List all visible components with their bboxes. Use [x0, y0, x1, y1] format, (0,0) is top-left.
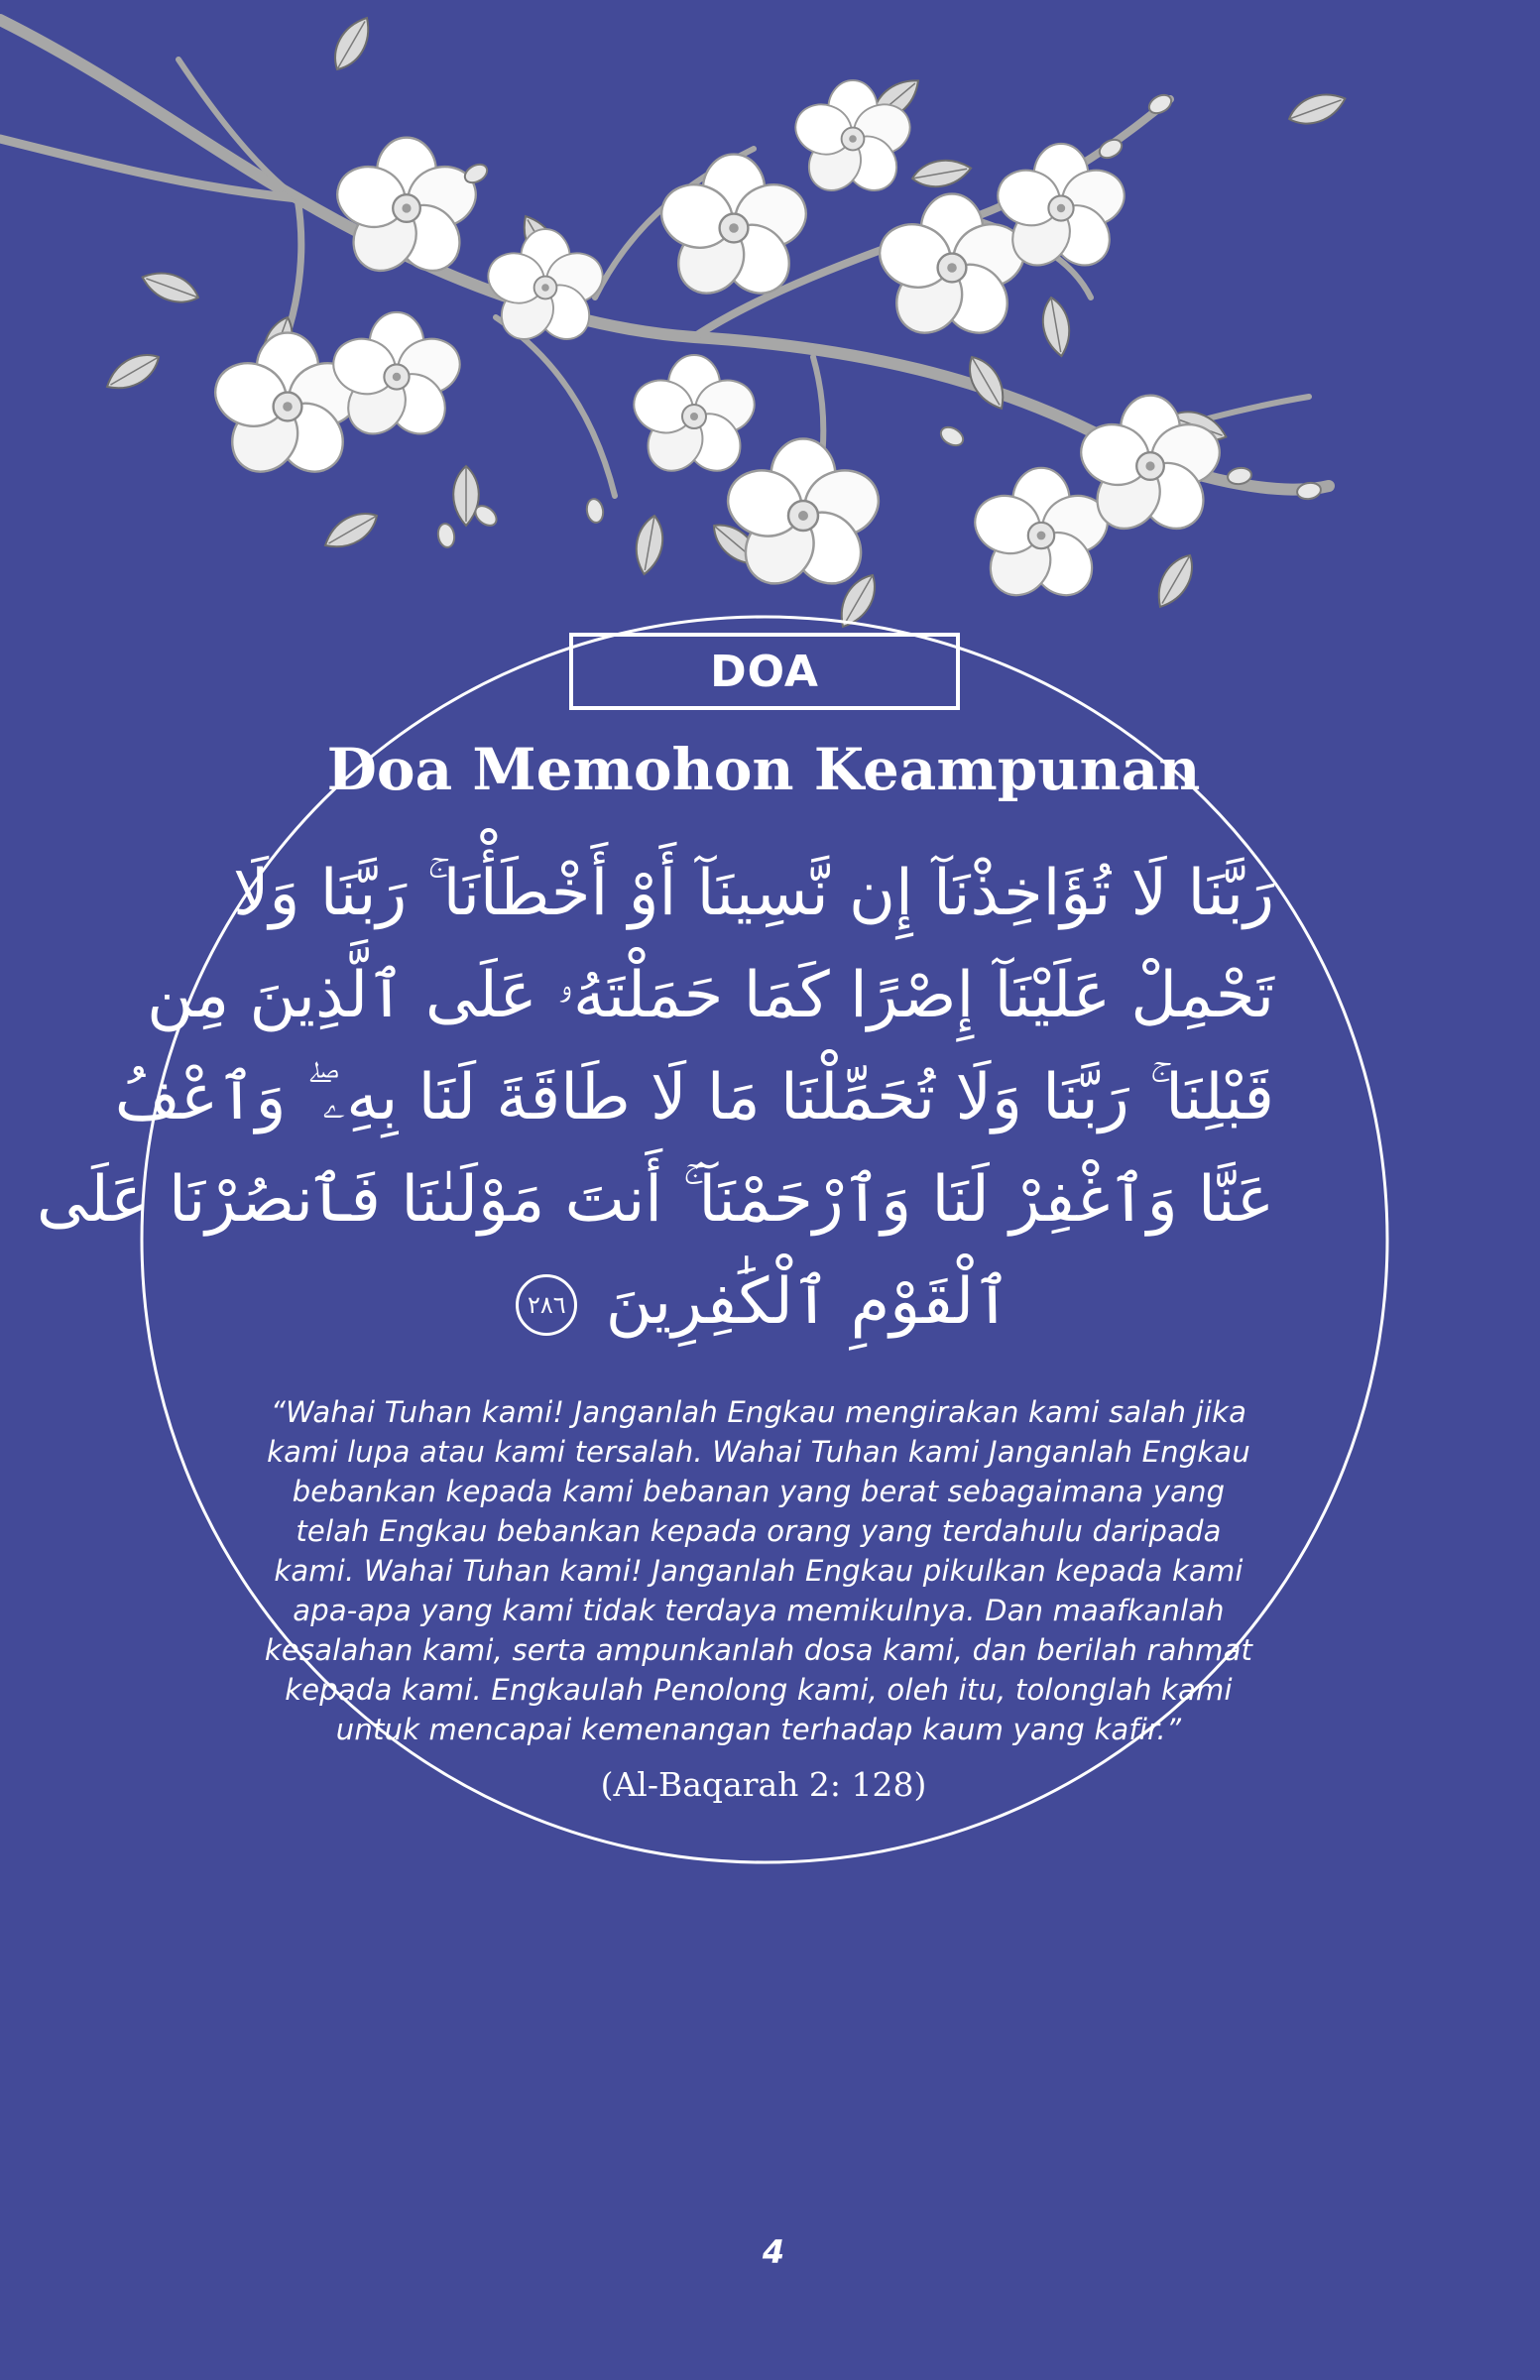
arabic-verse	[36, 843, 1274, 1354]
arabic-line: قَبْلِنَا ۚ رَبَّنَا وَلَا تُحَمِّلْنَا مَا لَا طَاقَةَ لَنَا بِهِۦ ۖ وَٱعْفُ	[114, 1061, 1274, 1134]
translation-line: “Wahai Tuhan kami! Janganlah Engkau mengirakan kami salah jika	[270, 1395, 1247, 1429]
page-number: 4	[762, 2233, 785, 2271]
translation-line: kesalahan kami, serta ampunkanlah dosa kami, dan berilah rahmat	[264, 1633, 1253, 1667]
arabic-line: تَحْمِلْ عَلَيْنَآ إِصْرًا كَمَا حَمَلْتَهُۥ عَلَى ٱلَّذِينَ مِن	[147, 959, 1274, 1032]
arabic-line-final	[253, 1251, 1274, 1354]
translation-line: kami. Wahai Tuhan kami! Janganlah Engkau pikulkan kepada kami	[274, 1554, 1244, 1588]
translation-line: untuk mencapai kemenangan terhadap kaum yang kafir.”	[335, 1713, 1182, 1746]
translation-text	[223, 1392, 1294, 1749]
arabic-line-text: ٱلْقَوْمِ ٱلْكَٰفِرِينَ	[605, 1265, 1011, 1339]
ayah-number-marker: ٢٨٦	[516, 1274, 577, 1336]
translation-line: apa-apa yang kami tidak terdaya memikulnya. Dan maafkanlah	[293, 1594, 1225, 1627]
arabic-line: عَنَّا وَٱغْفِرْ لَنَا وَٱرْحَمْنَآ ۚ أَنتَ مَوْلَىٰنَا فَٱنصُرْنَا عَلَى	[36, 1163, 1274, 1237]
translation-line: bebankan kepada kami bebanan yang berat sebagaimana yang	[292, 1475, 1226, 1508]
translation-line: kami lupa atau kami tersalah. Wahai Tuhan kami Janganlah Engkau	[267, 1435, 1250, 1469]
prayer-title: Doa Memohon Keampunan	[326, 736, 1201, 803]
verse-reference: (Al-Baqarah 2: 128)	[600, 1765, 927, 1804]
translation-line: kepada kami. Engkaulah Penolong kami, oleh itu, tolonglah kami	[285, 1673, 1233, 1707]
translation-line: telah Engkau bebankan kepada orang yang terdahulu daripada	[296, 1514, 1222, 1548]
section-label-box	[569, 633, 960, 710]
section-label: DOA	[710, 646, 819, 697]
arabic-line: رَبَّنَا لَا تُؤَاخِذْنَآ إِن نَّسِينَآ أَوْ أَخْطَأْنَا ۚ رَبَّنَا وَلَا	[233, 857, 1274, 930]
